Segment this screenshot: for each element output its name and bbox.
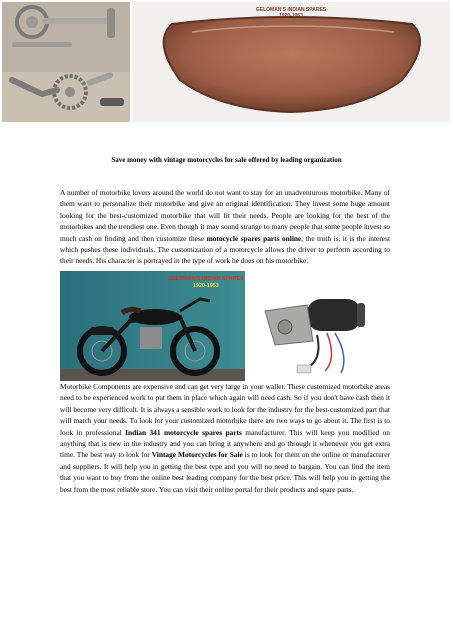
motorcycle-watermark-line1: GELOMAN'S INDIAN SPARES [168, 276, 244, 282]
paragraph-intro-text-a: A number of motorbike lovers around the world do not want to stay for an unadventurous motorbike. Many of them want to personalize their motorbike and give an original identification. They invest some huge amount looking for the best-customized motorbike that will fit their needs. People are looking for the best of the motorbikes and the trendiest one. Even though it may sound strange to many people that some people invest so much cash on finding and then customize these [60, 188, 390, 243]
leather-seat-illustration [132, 2, 450, 122]
seat-watermark-line2: 1920-1953 [279, 13, 303, 19]
motorcycle-watermark [168, 276, 244, 289]
motorcycle-watermark-line2: 1920-1953 [192, 282, 219, 289]
paragraph-components-keyword-1: Indian 341 motorcycle spares parts [125, 427, 242, 437]
paragraph-components-text-a: Motorbike Components are expensive and can get very large in your wallet. These customized motorbike areas need to be experienced work to put them in place which again will need cash. So if you don't have cash then it will become very difficult. It is always a sensible work to look for the industry for the best-customized part that will match your needs. To look for your customized motorbike there are two ways to go about it. The first is to look in professional [60, 382, 390, 437]
wiper-motor-illustration [245, 271, 380, 381]
paragraph-components-keyword-2: Vintage Motorcycles for Sale [151, 450, 243, 460]
paragraph-intro [60, 187, 390, 267]
chainwheel-parts-illustration [2, 2, 130, 122]
vintage-motorcycle-photo [60, 271, 245, 381]
wiper-motor-photo [245, 271, 380, 381]
paragraph-components-text-b: manufacturer. This will keep you modified on anything that is new in the industry and you can bring it anywhere and go through it whenever you get extra time. The best way to look for [60, 427, 390, 460]
chainwheel-parts-photo [2, 2, 130, 122]
article-title: Save money with vintage motorcycles for sale offered by leading organization [111, 156, 342, 164]
paragraph-components [60, 381, 390, 495]
paragraph-intro-keyword: motocycle spares parts online [206, 233, 302, 243]
seat-watermark [132, 7, 450, 19]
paragraph-intro-text-b: , the truth is, it is the interest which pushes these individuals. The customization of a motorcycle allows the driver to perform according to their needs. His character is portrayed in the type of work he does on his motorbike. [60, 233, 390, 266]
paragraph-components-text-c: is to look for them on the online or manufacturer and suppliers. It will help you in getting the best type and you will no need to bargain. You can find the item that you want to buy from the online best leading company for the best price. This will help you in getting the best from the most reliable store. You can visit their online portal for their products and spare parts. [60, 450, 390, 494]
leather-seat-photo [132, 2, 450, 122]
seat-watermark-line1: GELOMAN'S INDIAN SPARES [255, 7, 327, 13]
